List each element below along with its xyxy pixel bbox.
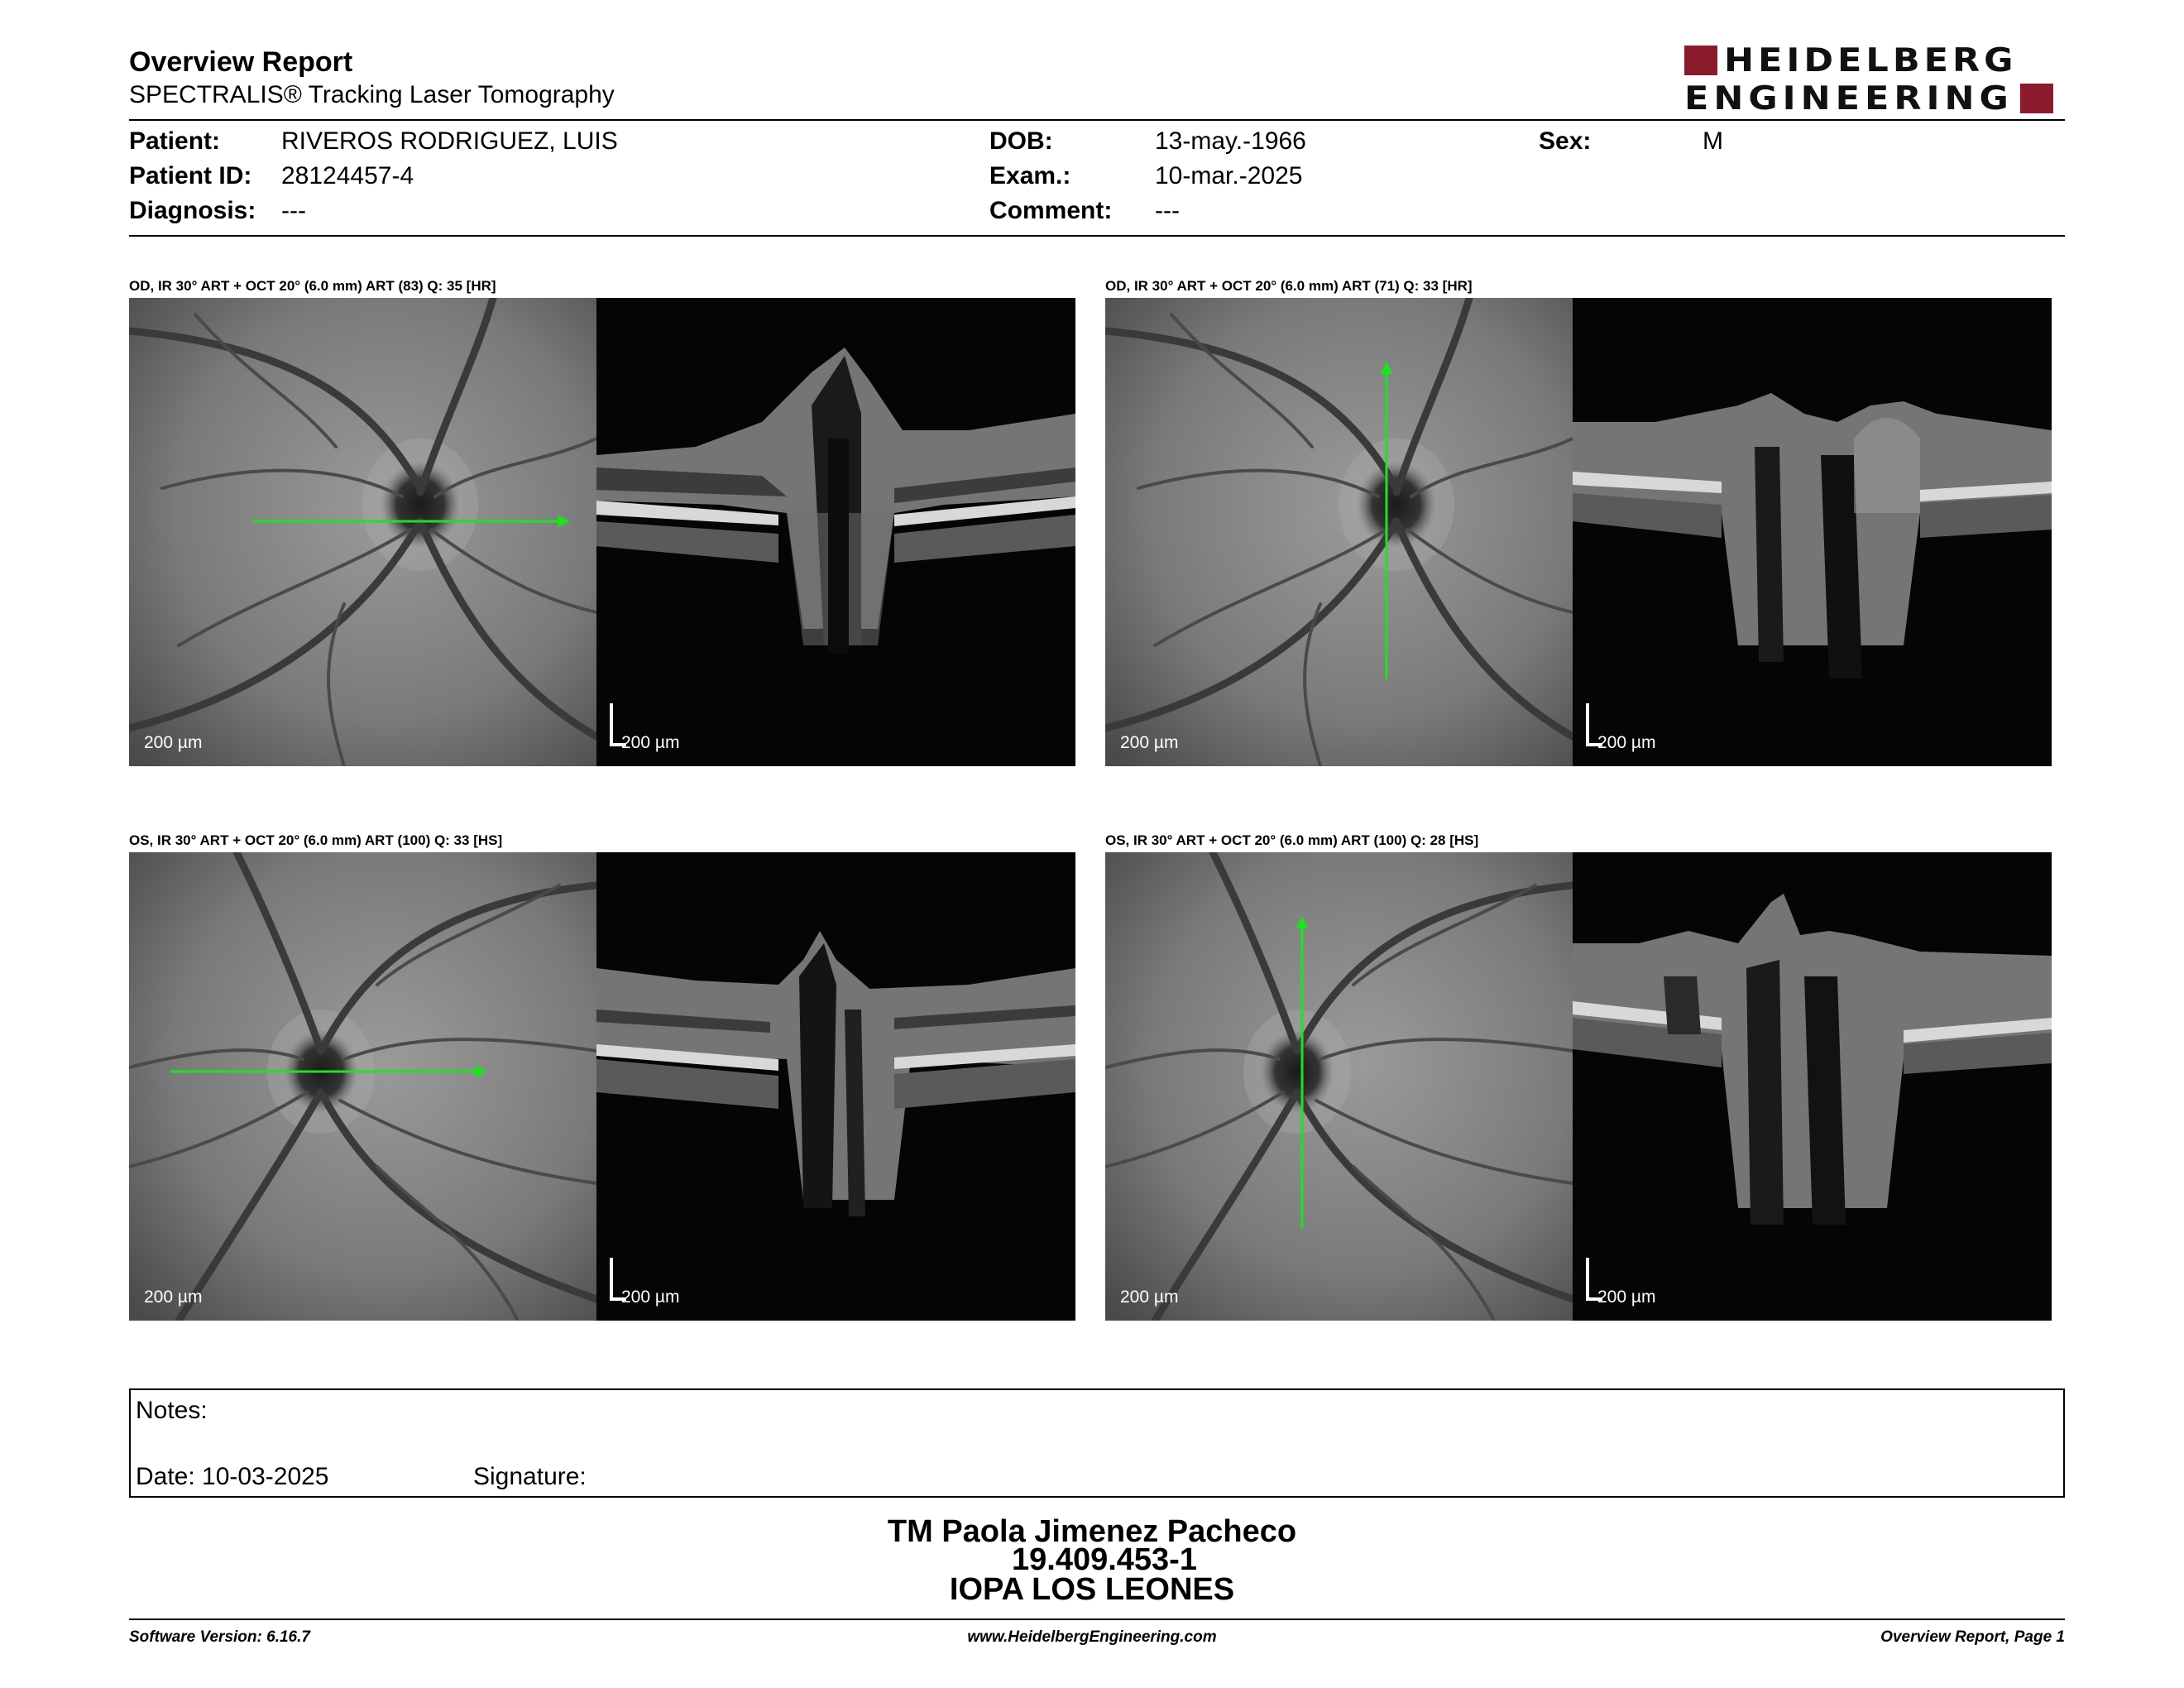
patient-id-label: Patient ID: <box>129 162 252 189</box>
slo-scale-label: 200 µm <box>144 733 203 752</box>
report-title: Overview Report <box>129 46 353 78</box>
sex-value: M <box>1703 127 1723 155</box>
oct-scale-label: 200 µm <box>621 1288 680 1307</box>
dob-label: DOB: <box>989 127 1053 155</box>
fundus-image <box>129 852 596 1321</box>
fundus-image <box>1105 298 1573 766</box>
exam-label: Exam.: <box>989 162 1071 189</box>
page-label: Overview Report, Page 1 <box>1880 1628 2065 1646</box>
signer-name: TM Paola Jimenez Pacheco <box>887 1514 1297 1549</box>
footer-divider <box>129 1618 2065 1620</box>
website-link[interactable]: www.HeidelbergEngineering.com <box>967 1628 1217 1646</box>
date-label: Date: 10-03-2025 <box>136 1463 329 1490</box>
panel-4 <box>1105 852 2052 1321</box>
heidelberg-logo <box>1684 41 2065 117</box>
logo-square-icon <box>1684 46 1717 75</box>
panel-1-caption: OD, IR 30° ART + OCT 20° (6.0 mm) ART (83) Q: 35 [HR] <box>129 278 496 294</box>
fundus-image <box>1105 852 1573 1321</box>
oct-scale-label: 200 µm <box>621 733 680 752</box>
oct-bscan <box>596 852 1075 1321</box>
notes-label: Notes: <box>136 1397 208 1424</box>
panel-2-caption: OD, IR 30° ART + OCT 20° (6.0 mm) ART (71) Q: 33 [HR] <box>1105 278 1473 294</box>
patient-id: 28124457-4 <box>281 162 414 189</box>
slo-scale-label: 200 µm <box>144 1288 203 1307</box>
oct-bscan <box>1573 852 2052 1321</box>
software-version: Software Version: 6.16.7 <box>129 1628 310 1646</box>
slo-scale-label: 200 µm <box>1120 733 1179 752</box>
fundus-image <box>129 298 596 766</box>
sex-label: Sex: <box>1539 127 1592 155</box>
signature-label: Signature: <box>473 1463 587 1490</box>
exam-value: 10-mar.-2025 <box>1155 162 1303 189</box>
panel-3 <box>129 852 1075 1321</box>
patient-divider <box>129 235 2065 237</box>
panel-2 <box>1105 298 2052 766</box>
logo-square-icon <box>2020 84 2053 113</box>
notes-box[interactable] <box>129 1388 2065 1498</box>
logo-line1: HEIDELBERG <box>1724 41 2018 79</box>
oct-scale-label: 200 µm <box>1597 1288 1656 1307</box>
diagnosis-value: --- <box>281 197 306 224</box>
oct-scale-label: 200 µm <box>1597 733 1656 752</box>
dob-value: 13-may.-1966 <box>1155 127 1306 155</box>
panel-4-caption: OS, IR 30° ART + OCT 20° (6.0 mm) ART (100) Q: 28 [HS] <box>1105 832 1479 848</box>
logo-line2: ENGINEERING <box>1684 79 2014 117</box>
signer-id: 19.409.453-1 <box>1012 1542 1197 1577</box>
comment-label: Comment: <box>989 197 1113 224</box>
patient-name: RIVEROS RODRIGUEZ, LUIS <box>281 127 618 155</box>
patient-label: Patient: <box>129 127 221 155</box>
comment-value: --- <box>1155 197 1180 224</box>
panel-1 <box>129 298 1075 766</box>
header-divider <box>129 119 2065 121</box>
signer-institution: IOPA LOS LEONES <box>949 1572 1235 1607</box>
report-subtitle: SPECTRALIS® Tracking Laser Tomography <box>129 81 615 108</box>
slo-scale-label: 200 µm <box>1120 1288 1179 1307</box>
oct-bscan <box>596 298 1075 766</box>
panel-3-caption: OS, IR 30° ART + OCT 20° (6.0 mm) ART (100) Q: 33 [HS] <box>129 832 503 848</box>
diagnosis-label: Diagnosis: <box>129 197 256 224</box>
oct-bscan <box>1573 298 2052 766</box>
